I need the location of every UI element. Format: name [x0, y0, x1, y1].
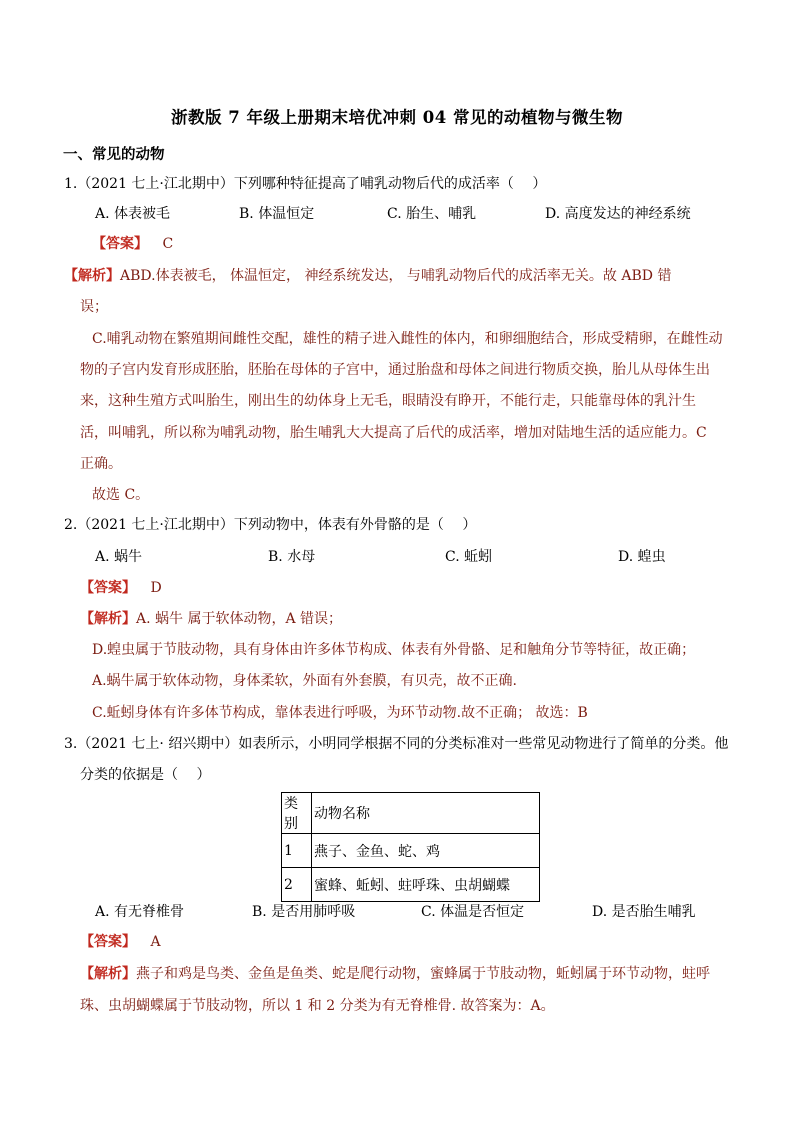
table-row: [282, 834, 540, 868]
q2-option-a: A. 蜗牛: [95, 549, 143, 565]
q3-answer: [80, 932, 161, 952]
q2-answer-value: D: [150, 580, 162, 596]
q3-analysis-line-2: 珠、虫胡蝴蝶属于节肢动物，所以 1 和 2 分类为有无脊椎骨. 故答案为：A。: [80, 998, 555, 1014]
q2-option-b: B. 水母: [268, 549, 316, 565]
table-header-cell: 类别: [282, 793, 312, 834]
q3-analysis-line-1: [80, 964, 710, 984]
classification-table: [281, 792, 540, 902]
answer-label: 【答案】: [80, 580, 136, 596]
q2-analysis-line-4: C.蚯蚓身体有许多体节构成，靠体表进行呼吸，为环节动物.故不正确； 故选：B: [92, 705, 588, 721]
q1-option-a: A. 体表被毛: [95, 206, 171, 222]
q2-analysis-line-3: A.蜗牛属于软体动物，身体柔软，外面有外套膜，有贝壳，故不正确.: [92, 673, 518, 689]
q3-option-d: D. 是否胎生哺乳: [592, 904, 696, 920]
q2-analysis-line-1: [80, 609, 342, 629]
page-title: 浙教版 7 年级上册期末培优冲刺 04 常见的动植物与微生物: [171, 108, 623, 127]
table-cell: 2: [282, 868, 312, 902]
q1-analysis-line-1: [64, 266, 671, 286]
q2-option-d: D. 蝗虫: [618, 549, 666, 565]
q1-option-d: D. 高度发达的神经系统: [545, 206, 691, 222]
q3-answer-value: A: [150, 934, 161, 950]
analysis-label: 【解析】: [64, 268, 120, 284]
q3-option-c: C. 体温是否恒定: [421, 904, 525, 920]
question-1-stem: 1.（2021 七上·江北期中）下列哪种特征提高了哺乳动物后代的成活率（ ）: [64, 176, 547, 192]
table-cell: 燕子、金鱼、蛇、鸡: [312, 834, 540, 868]
q2-option-c: C. 蚯蚓: [445, 549, 493, 565]
q1-analysis-text-1: ABD.体表被毛， 体温恒定， 神经系统发达， 与哺乳动物后代的成活率无关。故 ABD 错: [120, 268, 672, 284]
q1-analysis-line-5: 来，这种生殖方式叫胎生，刚出生的幼体身上无毛，眼睛没有睁开，不能行走，只能靠母体的乳汁生: [80, 393, 696, 409]
q1-analysis-line-2: 误；: [80, 299, 108, 315]
q1-option-c: C. 胎生、哺乳: [387, 206, 477, 222]
q1-answer-value: C: [162, 236, 174, 252]
table-cell: 1: [282, 834, 312, 868]
q1-analysis-line-6: 活，叫哺乳，所以称为哺乳动物，胎生哺乳大大提高了后代的成活率，增加对陆地生活的适应能力。C: [80, 425, 707, 441]
q1-analysis-line-8: 故选 C。: [92, 487, 150, 503]
q1-answer: [92, 234, 173, 254]
q3-option-b: B. 是否用肺呼吸: [252, 904, 356, 920]
table-cell: 蜜蜂、蚯蚓、蛀呼珠、虫胡蝴蝶: [312, 868, 540, 902]
q3-analysis-text-1: 燕子和鸡是鸟类、金鱼是鱼类、蛇是爬行动物，蜜蜂属于节肢动物，蚯蚓属于环节动物，蛀呼: [136, 966, 710, 982]
question-3-stem-line-2: 分类的依据是（ ）: [80, 767, 211, 783]
answer-label: 【答案】: [92, 236, 148, 252]
q1-analysis-line-3: C.哺乳动物在繁殖期间雌性交配，雄性的精子进入雌性的体内，和卵细胞结合，形成受精卵，在雌性动: [92, 331, 723, 347]
question-2-stem: 2.（2021 七上·江北期中）下列动物中，体表有外骨骼的是（ ）: [64, 517, 477, 533]
analysis-label: 【解析】: [80, 611, 136, 627]
q1-analysis-line-4: 物的子宫内发育形成胚胎，胚胎在母体的子宫中，通过胎盘和母体之间进行物质交换，胎儿从母体生出: [80, 362, 710, 378]
q3-option-a: A. 有无脊椎骨: [95, 904, 185, 920]
question-3-stem-line-1: 3.（2021 七上· 绍兴期中）如表所示，小明同学根据不同的分类标准对一些常见动物进行了简单的分类。他: [64, 736, 729, 752]
q2-answer: [80, 578, 162, 598]
q1-option-b: B. 体温恒定: [239, 206, 315, 222]
q2-analysis-line-2: D.蝗虫属于节肢动物，具有身体由许多体节构成、体表有外骨骼、足和触角分节等特征，故正确；: [92, 642, 696, 658]
analysis-label: 【解析】: [80, 966, 136, 982]
section-heading: 一、常见的动物: [63, 146, 165, 163]
table-header-cell: 动物名称: [312, 793, 540, 834]
table-header-row: [282, 793, 540, 834]
answer-label: 【答案】: [80, 934, 136, 950]
table-row: [282, 868, 540, 902]
q2-analysis-text-1: A. 蜗牛 属于软体动物，A 错误；: [136, 611, 343, 627]
q1-analysis-line-7: 正确。: [80, 456, 122, 472]
